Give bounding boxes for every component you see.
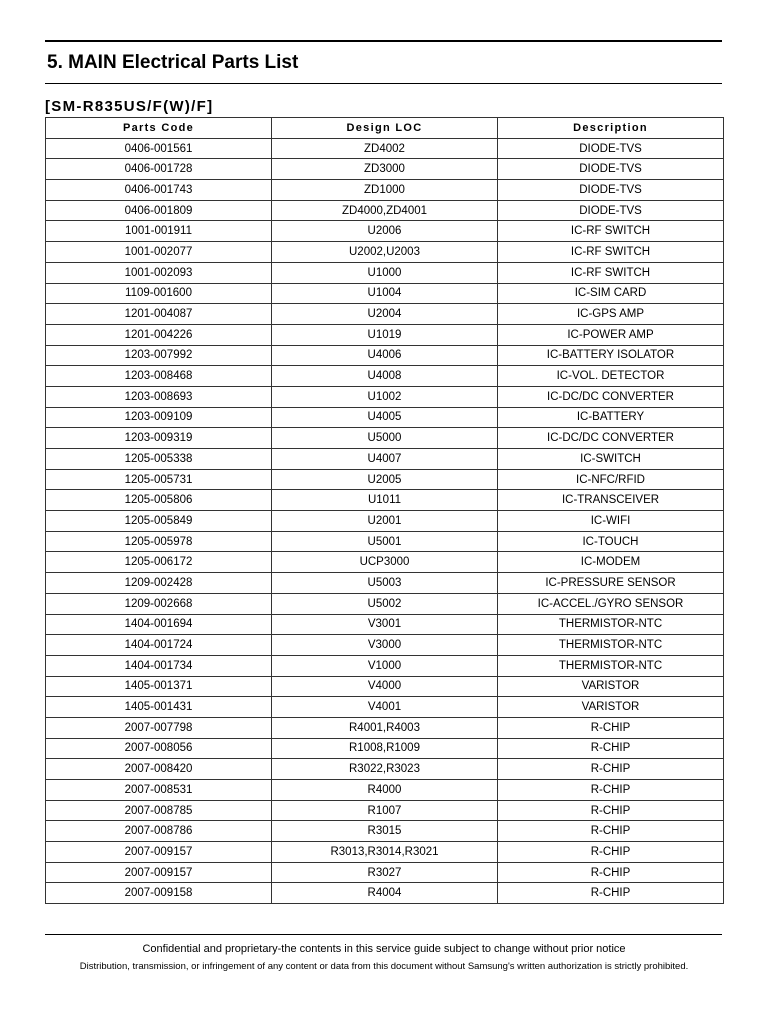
- cell-design-loc: U2004: [272, 304, 498, 325]
- cell-design-loc: R3022,R3023: [272, 759, 498, 780]
- table-row: [46, 428, 724, 449]
- cell-design-loc: U1019: [272, 324, 498, 345]
- cell-description: THERMISTOR-NTC: [498, 655, 724, 676]
- cell-parts-code: 1001-002093: [46, 262, 272, 283]
- table-row: [46, 862, 724, 883]
- cell-design-loc: U5002: [272, 593, 498, 614]
- cell-parts-code: 2007-009157: [46, 842, 272, 863]
- table-row: [46, 138, 724, 159]
- cell-design-loc: U2001: [272, 511, 498, 532]
- table-row: [46, 614, 724, 635]
- cell-parts-code: 1001-002077: [46, 242, 272, 263]
- cell-description: R-CHIP: [498, 738, 724, 759]
- table-row: [46, 283, 724, 304]
- cell-design-loc: U1004: [272, 283, 498, 304]
- table-row: [46, 180, 724, 201]
- footer-rule: [45, 934, 722, 935]
- cell-design-loc: V4000: [272, 676, 498, 697]
- cell-design-loc: V4001: [272, 697, 498, 718]
- cell-description: IC-RF SWITCH: [498, 262, 724, 283]
- cell-parts-code: 1203-008468: [46, 366, 272, 387]
- cell-design-loc: R1007: [272, 800, 498, 821]
- table-row: [46, 697, 724, 718]
- cell-description: IC-ACCEL./GYRO SENSOR: [498, 593, 724, 614]
- table-row: [46, 883, 724, 904]
- cell-description: R-CHIP: [498, 780, 724, 801]
- cell-parts-code: 2007-009158: [46, 883, 272, 904]
- table-row: [46, 366, 724, 387]
- cell-description: R-CHIP: [498, 883, 724, 904]
- table-row: [46, 304, 724, 325]
- cell-parts-code: 0406-001743: [46, 180, 272, 201]
- cell-design-loc: V3001: [272, 614, 498, 635]
- cell-description: R-CHIP: [498, 862, 724, 883]
- table-row: [46, 262, 724, 283]
- cell-design-loc: U5000: [272, 428, 498, 449]
- cell-design-loc: U1002: [272, 386, 498, 407]
- header-parts-code: Parts Code: [46, 118, 272, 139]
- cell-parts-code: 1201-004087: [46, 304, 272, 325]
- cell-design-loc: U5001: [272, 531, 498, 552]
- table-row: [46, 676, 724, 697]
- cell-description: IC-DC/DC CONVERTER: [498, 386, 724, 407]
- cell-parts-code: 1205-005978: [46, 531, 272, 552]
- cell-description: DIODE-TVS: [498, 180, 724, 201]
- cell-description: IC-GPS AMP: [498, 304, 724, 325]
- cell-design-loc: ZD1000: [272, 180, 498, 201]
- header-design-loc: Design LOC: [272, 118, 498, 139]
- cell-description: DIODE-TVS: [498, 159, 724, 180]
- table-row: [46, 242, 724, 263]
- top-rule: [45, 40, 722, 42]
- cell-description: IC-TOUCH: [498, 531, 724, 552]
- table-row: [46, 717, 724, 738]
- cell-description: THERMISTOR-NTC: [498, 635, 724, 656]
- cell-design-loc: ZD4000,ZD4001: [272, 200, 498, 221]
- cell-description: THERMISTOR-NTC: [498, 614, 724, 635]
- cell-design-loc: U4008: [272, 366, 498, 387]
- cell-description: IC-BATTERY: [498, 407, 724, 428]
- cell-design-loc: U1011: [272, 490, 498, 511]
- cell-parts-code: 1001-001911: [46, 221, 272, 242]
- cell-parts-code: 2007-007798: [46, 717, 272, 738]
- table-row: [46, 655, 724, 676]
- table-row: [46, 552, 724, 573]
- cell-design-loc: U2006: [272, 221, 498, 242]
- table-row: [46, 842, 724, 863]
- cell-parts-code: 1205-005338: [46, 449, 272, 470]
- cell-parts-code: 1203-009319: [46, 428, 272, 449]
- cell-description: IC-PRESSURE SENSOR: [498, 573, 724, 594]
- cell-description: IC-POWER AMP: [498, 324, 724, 345]
- cell-design-loc: U4007: [272, 449, 498, 470]
- cell-design-loc: R4004: [272, 883, 498, 904]
- cell-description: IC-RF SWITCH: [498, 221, 724, 242]
- table-row: [46, 759, 724, 780]
- footer-distribution-notice: Distribution, transmission, or infringement of any content or data from this document without Samsung's written authorization is strictly prohibited.: [79, 961, 689, 972]
- table-row: [46, 593, 724, 614]
- cell-description: DIODE-TVS: [498, 138, 724, 159]
- cell-design-loc: R3027: [272, 862, 498, 883]
- table-row: [46, 449, 724, 470]
- cell-design-loc: ZD4002: [272, 138, 498, 159]
- table-body: [46, 138, 724, 903]
- cell-design-loc: U1000: [272, 262, 498, 283]
- cell-description: IC-SWITCH: [498, 449, 724, 470]
- cell-description: IC-NFC/RFID: [498, 469, 724, 490]
- cell-description: IC-RF SWITCH: [498, 242, 724, 263]
- cell-description: IC-MODEM: [498, 552, 724, 573]
- title-rule: [45, 83, 722, 84]
- cell-parts-code: 1203-007992: [46, 345, 272, 366]
- cell-parts-code: 1205-005806: [46, 490, 272, 511]
- cell-parts-code: 2007-008785: [46, 800, 272, 821]
- cell-design-loc: UCP3000: [272, 552, 498, 573]
- table-row: [46, 490, 724, 511]
- cell-parts-code: 2007-008531: [46, 780, 272, 801]
- cell-parts-code: 1205-005731: [46, 469, 272, 490]
- cell-description: R-CHIP: [498, 842, 724, 863]
- cell-parts-code: 2007-008420: [46, 759, 272, 780]
- cell-parts-code: 1209-002428: [46, 573, 272, 594]
- page-title: 5. MAIN Electrical Parts List: [47, 52, 299, 73]
- footer-confidential-notice: Confidential and proprietary-the contents in this service guide subject to change without prior notice: [142, 943, 626, 955]
- cell-description: IC-DC/DC CONVERTER: [498, 428, 724, 449]
- table-row: [46, 159, 724, 180]
- cell-design-loc: R4001,R4003: [272, 717, 498, 738]
- cell-description: IC-SIM CARD: [498, 283, 724, 304]
- table-row: [46, 200, 724, 221]
- parts-table: [45, 117, 724, 904]
- cell-parts-code: 1404-001724: [46, 635, 272, 656]
- cell-description: DIODE-TVS: [498, 200, 724, 221]
- cell-description: R-CHIP: [498, 717, 724, 738]
- cell-parts-code: 2007-008056: [46, 738, 272, 759]
- table-row: [46, 531, 724, 552]
- table-row: [46, 738, 724, 759]
- cell-description: IC-BATTERY ISOLATOR: [498, 345, 724, 366]
- table-row: [46, 221, 724, 242]
- cell-parts-code: 1109-001600: [46, 283, 272, 304]
- cell-parts-code: 1203-008693: [46, 386, 272, 407]
- table-row: [46, 821, 724, 842]
- table-row: [46, 469, 724, 490]
- cell-parts-code: 1205-006172: [46, 552, 272, 573]
- table-row: [46, 386, 724, 407]
- cell-description: VARISTOR: [498, 676, 724, 697]
- cell-parts-code: 1209-002668: [46, 593, 272, 614]
- cell-design-loc: U2005: [272, 469, 498, 490]
- cell-design-loc: U4006: [272, 345, 498, 366]
- header-description: Description: [498, 118, 724, 139]
- cell-design-loc: U4005: [272, 407, 498, 428]
- table-row: [46, 800, 724, 821]
- table-row: [46, 324, 724, 345]
- cell-design-loc: R4000: [272, 780, 498, 801]
- cell-parts-code: 1205-005849: [46, 511, 272, 532]
- cell-parts-code: 1404-001734: [46, 655, 272, 676]
- cell-parts-code: 1201-004226: [46, 324, 272, 345]
- cell-description: IC-WIFI: [498, 511, 724, 532]
- cell-parts-code: 0406-001728: [46, 159, 272, 180]
- cell-description: R-CHIP: [498, 821, 724, 842]
- model-heading: [SM-R835US/F(W)/F]: [45, 98, 214, 115]
- cell-description: VARISTOR: [498, 697, 724, 718]
- table-row: [46, 511, 724, 532]
- cell-parts-code: 0406-001561: [46, 138, 272, 159]
- cell-design-loc: R1008,R1009: [272, 738, 498, 759]
- cell-description: R-CHIP: [498, 800, 724, 821]
- cell-description: R-CHIP: [498, 759, 724, 780]
- cell-design-loc: R3015: [272, 821, 498, 842]
- cell-parts-code: 2007-009157: [46, 862, 272, 883]
- table-row: [46, 345, 724, 366]
- table-header-row: [46, 118, 724, 139]
- cell-parts-code: 1203-009109: [46, 407, 272, 428]
- cell-design-loc: U2002,U2003: [272, 242, 498, 263]
- cell-design-loc: V1000: [272, 655, 498, 676]
- table-row: [46, 407, 724, 428]
- table-row: [46, 780, 724, 801]
- cell-parts-code: 1405-001371: [46, 676, 272, 697]
- cell-description: IC-VOL. DETECTOR: [498, 366, 724, 387]
- cell-design-loc: R3013,R3014,R3021: [272, 842, 498, 863]
- cell-parts-code: 1405-001431: [46, 697, 272, 718]
- table-row: [46, 573, 724, 594]
- cell-description: IC-TRANSCEIVER: [498, 490, 724, 511]
- cell-parts-code: 1404-001694: [46, 614, 272, 635]
- cell-parts-code: 0406-001809: [46, 200, 272, 221]
- cell-design-loc: U5003: [272, 573, 498, 594]
- table-row: [46, 635, 724, 656]
- cell-design-loc: V3000: [272, 635, 498, 656]
- cell-parts-code: 2007-008786: [46, 821, 272, 842]
- cell-design-loc: ZD3000: [272, 159, 498, 180]
